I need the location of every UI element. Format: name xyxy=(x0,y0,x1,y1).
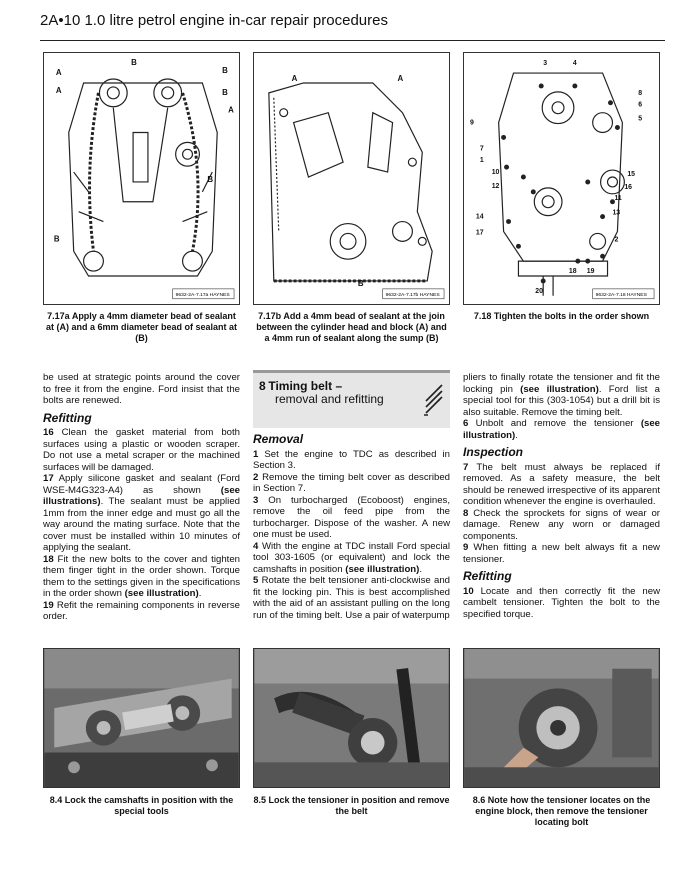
block-sealant-diagram xyxy=(254,53,449,304)
section-heading: Inspection xyxy=(463,445,524,459)
label-18: 18 xyxy=(568,268,577,276)
photo-8-5 xyxy=(253,648,450,788)
label-3: 3 xyxy=(543,60,548,68)
label-b: B xyxy=(222,87,228,97)
cylinder-head-sealant-diagram xyxy=(44,53,239,304)
photo-8-6 xyxy=(463,648,660,788)
paragraph: 19 Refit the remaining components in reverse order. xyxy=(43,599,240,622)
label-b: B xyxy=(222,66,228,76)
section-heading: Removal xyxy=(253,432,304,446)
paragraph: 9 When fitting a new belt always fit a new tensioner. xyxy=(463,542,660,565)
label-9: 9 xyxy=(469,119,474,127)
label-11: 11 xyxy=(614,194,622,202)
label-15: 15 xyxy=(627,171,636,179)
section-title: Timing belt – xyxy=(268,379,343,393)
label-14: 14 xyxy=(475,213,484,221)
paragraph: 3 On turbocharged (Ecoboost) engines, remove the oil feed pipe from the turbocharger. Dispose of the washer. A new one must be used. xyxy=(253,494,450,540)
label-2: 2 xyxy=(614,236,619,244)
photo-caption: 8.5 Lock the tensioner in position and remove the belt xyxy=(253,795,450,816)
page-ref: 2A•10 xyxy=(40,12,81,29)
label-a: B xyxy=(131,58,137,68)
label-4: 4 xyxy=(572,60,577,68)
paragraph: 7 The belt must always be replaced if removed. As a safety measure, the belt should be renewed irrespective of its apparent condition whenever the engine is overhauled. xyxy=(463,461,660,507)
label-8: 8 xyxy=(638,89,643,97)
label-b: B xyxy=(357,278,364,288)
label-b: A xyxy=(55,68,62,78)
camshaft-lock-photo xyxy=(44,649,239,787)
figure-ref: 9632-2A-7.17a HAYNES xyxy=(175,292,230,298)
section-subtitle: removal and refitting xyxy=(275,391,384,406)
figure-7-17b xyxy=(253,52,450,305)
paragraph: pliers to finally rotate the tensioner and fit the locking pin (see illustration). Ford list a special tool for this (303-1054) but a drill bit is also suitable. Remove the timing belt. xyxy=(463,372,660,418)
label-b: B xyxy=(53,234,60,244)
paragraph: 18 Fit the new bolts to the cover and tighten them finger tight in the order shown. Torque them to the settings given in the specifications in the order shown (see illustration). xyxy=(43,553,240,599)
figure-caption: 7.18 Tighten the bolts in the order shown xyxy=(473,311,650,321)
page-header xyxy=(40,12,388,29)
figure-ref: 9632-2A-7.17b HAYNES xyxy=(385,292,440,298)
section-header-box xyxy=(253,370,450,428)
figure-7-17a xyxy=(43,52,240,305)
label-a: A xyxy=(55,85,62,95)
label-a: A xyxy=(397,74,404,83)
paragraph: 2 Remove the timing belt cover as described in Section 7. xyxy=(253,471,450,494)
label-16: 16 xyxy=(624,183,633,191)
bolt-tightening-sequence-diagram xyxy=(464,53,659,304)
section-number: 8 xyxy=(259,379,266,393)
label-7: 7 xyxy=(479,145,484,153)
figure-7-18 xyxy=(463,52,660,305)
tensioner-removal-photo xyxy=(464,649,659,787)
paragraph: 17 Apply silicone gasket and sealant (Ford WSE-M4G323-A4) as shown (see illustrations). The sealant must be applied 1mm from the inner edge and must go all the way around the mating surface. Note that the cover must be installed within 10 minutes of applying the sealant. xyxy=(43,473,241,553)
label-13: 13 xyxy=(612,209,621,217)
photo-caption: 8.4 Lock the camshafts in position with the special tools xyxy=(49,795,234,816)
paragraph: 1 Set the engine to TDC as described in Section 3. xyxy=(253,448,450,471)
paragraph: 8 Check the sprockets for signs of wear or damage. Renew any worn or damaged components. xyxy=(463,507,660,542)
label-20: 20 xyxy=(535,287,543,295)
page-title: 1.0 litre petrol engine in-car repair procedures xyxy=(84,12,388,29)
paragraph: 10 Locate and then correctly fit the new cambelt tensioner. Tighten the bolt to the specified torque. xyxy=(463,585,660,620)
difficulty-spanner-icon xyxy=(422,383,444,417)
paragraph: 16 Clean the gasket material from both surfaces using a plastic or wooden scraper. Do not use a metal scraper or the machined surfaces will be damaged. xyxy=(43,427,240,473)
label-17: 17 xyxy=(475,229,484,237)
paragraph: be used at strategic points around the cover to free it from the engine. Ford insist that the bolts are renewed. xyxy=(43,372,240,406)
label-12: 12 xyxy=(491,182,500,190)
tensioner-lock-photo xyxy=(254,649,449,787)
section-heading: Refitting xyxy=(43,410,92,425)
text-column-3 xyxy=(463,372,660,620)
label-5: 5 xyxy=(638,115,643,123)
text-column-2 xyxy=(253,370,450,621)
label-1: 1 xyxy=(479,157,484,165)
figure-ref: 9632-2A-7.18 HAYNES xyxy=(595,292,647,298)
section-heading: Refitting xyxy=(463,569,512,583)
paragraph: 4 With the engine at TDC install Ford special tool 303-1605 (or equivalent) and lock the camshafts in position (see illustration). xyxy=(253,540,451,575)
label-a: A xyxy=(228,105,234,115)
label-b: B xyxy=(207,174,214,184)
paragraph: 5 Rotate the belt tensioner anti-clockwise and fit the locking pin. This is best accomplished with the aid of an assistant pulling on the long run of the timing belt. Use a pair of waterpump xyxy=(253,575,450,621)
label-19: 19 xyxy=(586,268,595,276)
figure-caption: 7.17b Add a 4mm bead of sealant at the join between the cylinder head and block (A) and a 4mm run of sealant along the sump (B) xyxy=(256,311,447,343)
photo-caption: 8.6 Note how the tensioner locates on the engine block, then remove the tensioner locating bolt xyxy=(472,795,651,827)
text-column-1 xyxy=(43,372,240,623)
photo-8-4 xyxy=(43,648,240,788)
figure-caption: 7.17a Apply a 4mm diameter bead of sealant at (A) and a 6mm diameter bead of sealant at (B) xyxy=(45,311,238,343)
label-6: 6 xyxy=(638,101,643,109)
label-a: A xyxy=(291,74,298,83)
paragraph: 6 Unbolt and remove the tensioner (see illustration). xyxy=(463,418,661,441)
label-10: 10 xyxy=(491,169,500,177)
header-rule xyxy=(40,40,665,41)
